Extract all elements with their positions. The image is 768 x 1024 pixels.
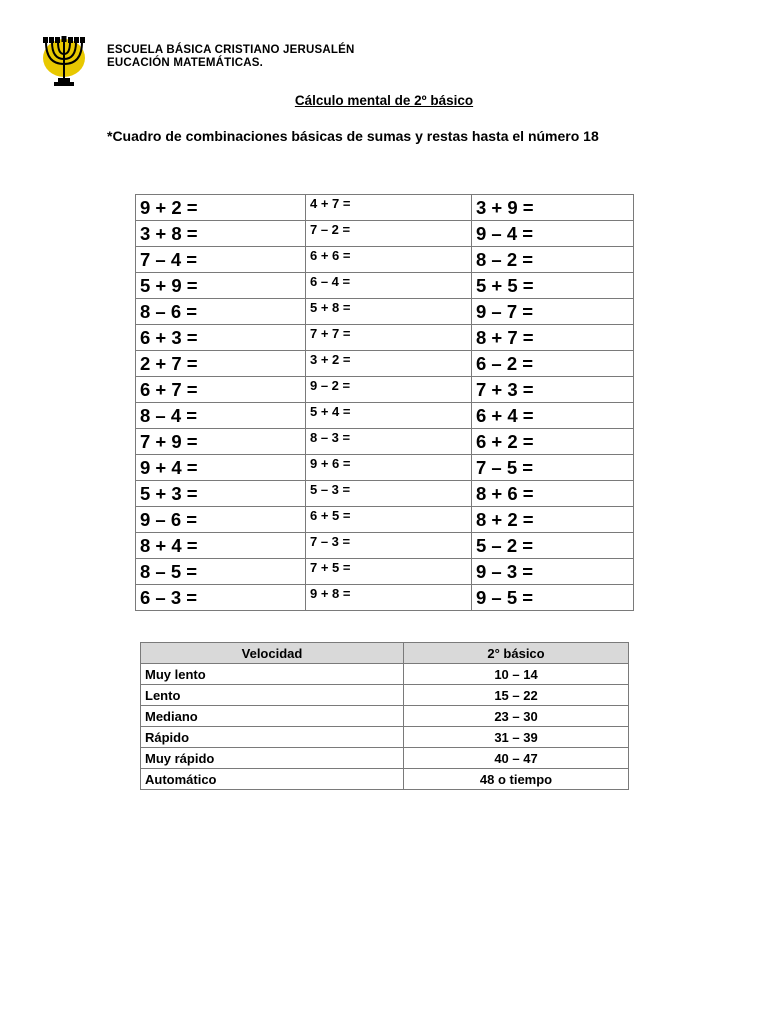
operations-row [136,429,634,455]
menorah-icon [38,34,92,90]
operation-cell: 3 + 8 = [136,221,306,247]
operation-cell: 8 – 4 = [136,403,306,429]
operations-row [136,481,634,507]
operation-cell: 9 + 2 = [136,195,306,221]
operation-cell: 7 + 7 = [306,325,472,351]
school-line1: ESCUELA BÁSICA CRISTIANO JERUSALÉN [107,44,355,56]
operation-cell: 5 + 8 = [306,299,472,325]
school-line2: EUCACIÓN MATEMÁTICAS. [107,57,264,69]
operation-cell: 9 – 7 = [472,299,634,325]
operation-cell: 6 + 2 = [472,429,634,455]
operations-table-body [136,195,634,611]
operations-row [136,455,634,481]
operations-row [136,351,634,377]
operation-cell: 6 + 4 = [472,403,634,429]
operation-cell: 6 – 3 = [136,585,306,611]
page-title-text: Cálculo mental de 2º básico [294,93,474,108]
speed-level-cell: Automático [141,769,404,790]
operation-cell: 2 + 7 = [136,351,306,377]
speed-header-grade: 2° básico [404,643,629,664]
operation-cell: 7 – 3 = [306,533,472,559]
operations-row [136,585,634,611]
speed-range-cell: 40 – 47 [404,748,629,769]
speed-level-cell: Muy rápido [141,748,404,769]
operation-cell: 8 + 7 = [472,325,634,351]
operations-row [136,325,634,351]
operation-cell: 5 + 5 = [472,273,634,299]
operation-cell: 7 + 3 = [472,377,634,403]
operation-cell: 8 + 4 = [136,533,306,559]
operations-row [136,403,634,429]
operation-cell: 5 + 9 = [136,273,306,299]
speed-level-cell: Lento [141,685,404,706]
speed-level-cell: Muy lento [141,664,404,685]
speed-row [141,748,629,769]
speed-row [141,664,629,685]
operation-cell: 7 – 2 = [306,221,472,247]
operation-cell: 8 – 5 = [136,559,306,585]
speed-table-body [141,664,629,790]
speed-range-cell: 48 o tiempo [404,769,629,790]
speed-row [141,706,629,727]
operation-cell: 8 – 6 = [136,299,306,325]
speed-table [140,642,629,790]
operations-row [136,377,634,403]
operation-cell: 9 – 6 = [136,507,306,533]
operation-cell: 8 + 2 = [472,507,634,533]
operation-cell: 9 – 2 = [306,377,472,403]
operation-cell: 9 + 4 = [136,455,306,481]
operation-cell: 7 + 9 = [136,429,306,455]
operation-cell: 9 – 5 = [472,585,634,611]
operations-row [136,247,634,273]
operation-cell: 5 – 3 = [306,481,472,507]
operation-cell: 8 + 6 = [472,481,634,507]
speed-range-cell: 23 – 30 [404,706,629,727]
operations-row [136,299,634,325]
operations-table [135,194,634,611]
speed-range-cell: 31 – 39 [404,727,629,748]
operations-row [136,533,634,559]
page-subtitle: *Cuadro de combinaciones básicas de sumas y restas hasta el número 18 [107,128,599,144]
operation-cell: 8 – 3 = [306,429,472,455]
operation-cell: 9 + 6 = [306,455,472,481]
speed-row [141,769,629,790]
speed-range-cell: 15 – 22 [404,685,629,706]
operation-cell: 6 – 2 = [472,351,634,377]
operation-cell: 6 + 3 = [136,325,306,351]
operation-cell: 3 + 2 = [306,351,472,377]
operation-cell: 7 + 5 = [306,559,472,585]
operation-cell: 4 + 7 = [306,195,472,221]
school-name [107,44,354,70]
speed-range-cell: 10 – 14 [404,664,629,685]
speed-header-velocidad: Velocidad [141,643,404,664]
operation-cell: 5 + 3 = [136,481,306,507]
operation-cell: 6 + 5 = [306,507,472,533]
operation-cell: 6 + 6 = [306,247,472,273]
operations-row [136,221,634,247]
operation-cell: 9 + 8 = [306,585,472,611]
operation-cell: 6 + 7 = [136,377,306,403]
speed-row [141,685,629,706]
speed-level-cell: Mediano [141,706,404,727]
speed-row [141,727,629,748]
operation-cell: 8 – 2 = [472,247,634,273]
operation-cell: 9 – 3 = [472,559,634,585]
operations-row [136,195,634,221]
operations-row [136,507,634,533]
operation-cell: 5 + 4 = [306,403,472,429]
operation-cell: 3 + 9 = [472,195,634,221]
operation-cell: 7 – 4 = [136,247,306,273]
operation-cell: 5 – 2 = [472,533,634,559]
speed-level-cell: Rápido [141,727,404,748]
operations-row [136,559,634,585]
operations-row [136,273,634,299]
operation-cell: 7 – 5 = [472,455,634,481]
operation-cell: 6 – 4 = [306,273,472,299]
speed-table-header-row [141,643,629,664]
page-title [0,93,768,108]
operation-cell: 9 – 4 = [472,221,634,247]
